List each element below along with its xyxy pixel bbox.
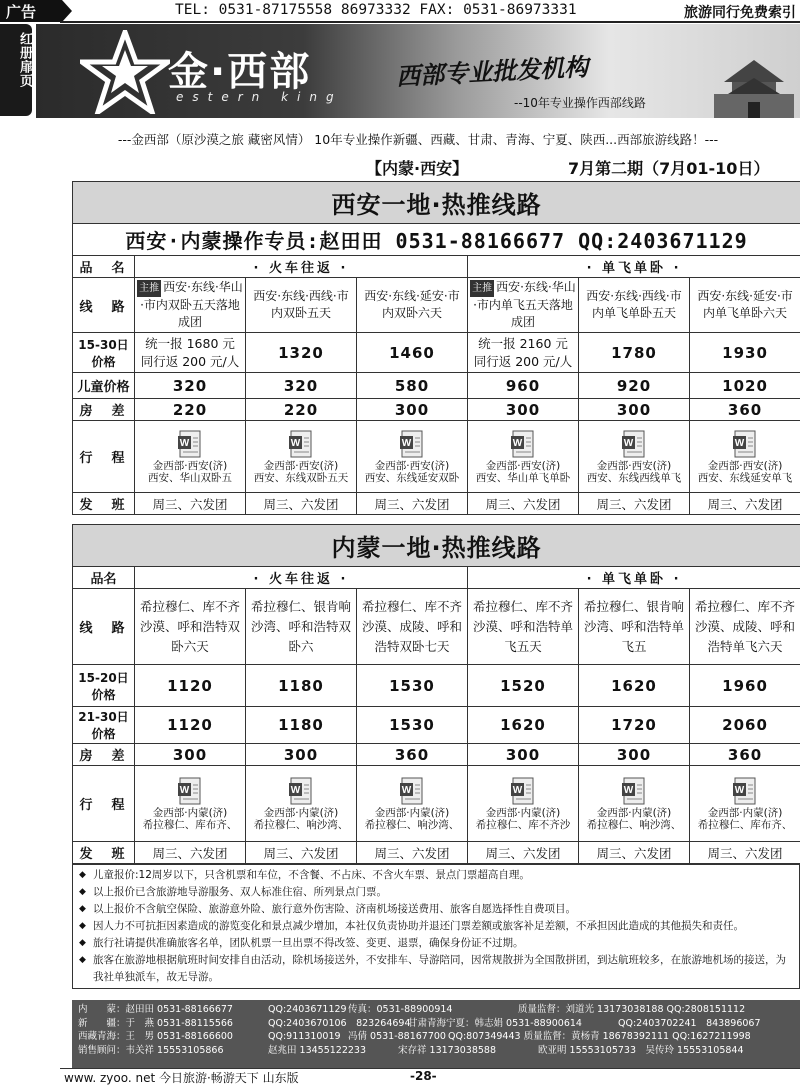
room-diff-cell: 360 <box>690 399 800 421</box>
svg-text:W: W <box>623 437 634 449</box>
contacts-footer <box>72 1000 800 1068</box>
label-price: 15-30日 价格 <box>73 333 135 373</box>
route-text: 西安·东线·华山·市内双卧五天落地成团 <box>140 280 243 329</box>
document-subtitle: 西安、华山单飞单卧 <box>475 471 571 484</box>
document-subtitle: 希拉穆仁、库布齐、 <box>142 818 238 831</box>
contact-cell: QQ:807349443 质量监督：黄杨青 18678392111 QQ:1627211998 <box>448 1031 751 1042</box>
price-cell: 1120 <box>135 665 246 707</box>
route-text: 西安·东线·西线·市内单飞单卧五天 <box>586 289 682 320</box>
word-document-icon[interactable] <box>288 430 314 458</box>
contact-cell: QQ:2403671129 <box>268 1004 347 1015</box>
document-title: 金西部·内蒙(济) <box>485 806 561 819</box>
notes-box <box>72 864 800 989</box>
route-text: 西安·东线·西线·市内双卧五天 <box>253 289 349 320</box>
label-price-21-30: 21-30日 价格 <box>73 707 135 744</box>
svg-text:W: W <box>734 437 745 449</box>
document-subtitle: 西安、东线双卧五天 <box>253 471 349 484</box>
document-title: 金西部·西安(济) <box>485 459 561 472</box>
document-subtitle: 西安、东线西线单飞 <box>586 471 682 484</box>
document-subtitle: 希拉穆仁、响沙湾、 <box>586 818 682 831</box>
word-document-icon[interactable] <box>621 777 647 805</box>
contact-cell: 冯倩 0531-88167700 <box>348 1031 446 1042</box>
room-diff-cell: 300 <box>357 399 468 421</box>
star-logo-icon <box>80 30 170 114</box>
price-cell: 统一报 1680 元 同行返 200 元/人 <box>135 333 246 373</box>
site-footer: www. zyoo. net 今日旅游·畅游天下 山东版 <box>64 1071 299 1085</box>
contact-cell: 欧亚明 15553105733 吴传玲 15553105844 <box>538 1044 744 1056</box>
banner-slogan-sub: --10年专业操作西部线路 <box>514 96 646 110</box>
label-depart: 发 班 <box>73 842 135 864</box>
index-label: 旅游同行免费索引 <box>684 5 796 21</box>
note-item: ◆ 以上报价已含旅游地导游服务、双人标准住宿、所列景点门票。 <box>79 884 793 901</box>
itinerary-cell[interactable] <box>690 766 800 842</box>
xian-section-title: 西安一地·热推线路 <box>73 182 800 224</box>
contact-row <box>78 1030 794 1044</box>
depart-cell: 周三、六发团 <box>468 493 579 515</box>
label-itinerary: 行 程 <box>73 421 135 493</box>
svg-text:W: W <box>401 784 412 796</box>
depart-cell: 周三、六发团 <box>246 842 357 864</box>
room-diff-cell: 360 <box>690 744 800 766</box>
ad-badge: 广告 <box>0 0 62 22</box>
mode-flight: · 单飞单卧 · <box>468 256 800 278</box>
room-diff-cell: 300 <box>579 399 690 421</box>
room-diff-cell: 300 <box>246 744 357 766</box>
document-title: 金西部·内蒙(济) <box>374 806 450 819</box>
route-cell: 希拉穆仁、库不齐沙漠、成陵、呼和浩特单飞六天 <box>690 589 800 665</box>
price-cell: 2060 <box>690 707 800 744</box>
document-subtitle: 希拉穆仁、响沙湾、 <box>364 818 460 831</box>
price-cell: 1720 <box>579 707 690 744</box>
document-title: 金西部·西安(济) <box>707 459 783 472</box>
neimeng-routes-table <box>72 524 800 864</box>
route-cell <box>246 278 357 333</box>
page-number: -28- <box>410 1069 437 1083</box>
tagline: ---金西部（原沙漠之旅 藏密风情） 10年专业操作新疆、西藏、甘肃、青海、宁夏、陕西...西部旅游线路！--- <box>117 132 719 147</box>
document-subtitle: 西安、华山双卧五 <box>148 471 232 484</box>
word-document-icon[interactable] <box>177 777 203 805</box>
itinerary-cell[interactable] <box>579 421 690 493</box>
banner-slogan: 西部专业批发机构 <box>395 51 589 92</box>
contact-line: TEL: 0531-87175558 86973332 FAX: 0531-86973331 <box>175 2 577 18</box>
room-diff-cell: 300 <box>468 399 579 421</box>
contact-row <box>78 1003 794 1017</box>
featured-badge: 主推 <box>470 280 494 297</box>
depart-cell: 周三、六发团 <box>135 493 246 515</box>
word-document-icon[interactable] <box>621 430 647 458</box>
document-subtitle: 希拉穆仁、库布齐、 <box>697 818 793 831</box>
contact-cell: 西藏青海：王 男 0531-88166600 <box>78 1031 233 1042</box>
room-diff-cell: 220 <box>246 399 357 421</box>
word-document-icon[interactable] <box>399 777 425 805</box>
contact-row <box>78 1017 794 1031</box>
side-tab: 红册扉页 <box>0 24 32 116</box>
child-price-cell: 580 <box>357 373 468 399</box>
depart-cell: 周三、六发团 <box>468 842 579 864</box>
child-price-cell: 1020 <box>690 373 800 399</box>
itinerary-cell[interactable] <box>579 766 690 842</box>
route-cell: 希拉穆仁、库不齐沙漠、呼和浩特单飞五天 <box>468 589 579 665</box>
svg-text:W: W <box>179 784 190 796</box>
route-cell: 希拉穆仁、库不齐沙漠、成陵、呼和浩特双卧七天 <box>357 589 468 665</box>
price-cell: 1180 <box>246 707 357 744</box>
depart-cell: 周三、六发团 <box>690 493 800 515</box>
itinerary-cell[interactable] <box>690 421 800 493</box>
label-route: 线 路 <box>73 278 135 333</box>
contact-cell: QQ:2403670106 823264694 <box>268 1017 411 1029</box>
svg-text:W: W <box>512 437 523 449</box>
document-title: 金西部·内蒙(济) <box>707 806 783 819</box>
price-cell: 1930 <box>690 333 800 373</box>
fortress-icon <box>714 54 794 118</box>
depart-cell: 周三、六发团 <box>579 493 690 515</box>
price-cell: 1530 <box>357 665 468 707</box>
word-document-icon[interactable] <box>732 777 758 805</box>
label-room-diff: 房 差 <box>73 399 135 421</box>
contact-cell: 宋存祥 13173038588 <box>398 1044 497 1056</box>
route-text: 西安·东线·延安·市内双卧六天 <box>364 289 460 320</box>
price-cell: 1960 <box>690 665 800 707</box>
price-cell: 1320 <box>246 333 357 373</box>
label-route: 线 路 <box>73 589 135 665</box>
route-cell: 希拉穆仁、银肯响沙湾、呼和浩特单飞五 <box>579 589 690 665</box>
itinerary-cell[interactable] <box>246 766 357 842</box>
xian-operator: 西安·内蒙操作专员:赵田田 0531-88166677 QQ:2403671129 <box>73 224 800 256</box>
contact-cell: 新 疆：于 燕 0531-88115566 <box>78 1017 233 1029</box>
contact-cell: 内 蒙：赵田田 0531-88166677 <box>78 1004 233 1015</box>
child-price-cell: 960 <box>468 373 579 399</box>
route-cell: 希拉穆仁、银肯响沙湾、呼和浩特双卧六 <box>246 589 357 665</box>
top-bar <box>0 0 800 22</box>
mode-flight: · 单飞单卧 · <box>468 567 800 589</box>
price-cell: 1520 <box>468 665 579 707</box>
depart-cell: 周三、六发团 <box>246 493 357 515</box>
contact-cell: 质量监督：刘道光 13173038188 QQ:2808151112 <box>518 1004 746 1015</box>
document-subtitle: 西安、东线延安单飞 <box>697 471 793 484</box>
depart-cell: 周三、六发团 <box>357 493 468 515</box>
room-diff-cell: 220 <box>135 399 246 421</box>
svg-text:W: W <box>512 784 523 796</box>
room-diff-cell: 360 <box>357 744 468 766</box>
itinerary-cell[interactable] <box>135 421 246 493</box>
document-title: 金西部·西安(济) <box>263 459 339 472</box>
logo-text: 金·西部 <box>168 49 312 95</box>
child-price-cell: 920 <box>579 373 690 399</box>
note-item: ◆ 旅客在旅游地根据航班时间安排自由活动，除机场接送外，不安排车、导游陪同，因常规散拼为全国散拼团，到达航班较多，在旅游地机场的接送，为我社单独派车，故无导游。 <box>79 952 793 986</box>
note-item: ◆ 儿童报价:12周岁以下，只含机票和车位，不含餐、不占床、不含火车票、景点门票超高自理。 <box>79 867 793 884</box>
price-cell: 统一报 2160 元 同行返 200 元/人 <box>468 333 579 373</box>
word-document-icon[interactable] <box>399 430 425 458</box>
word-document-icon[interactable] <box>288 777 314 805</box>
itinerary-cell[interactable] <box>135 766 246 842</box>
route-cell <box>468 278 579 333</box>
document-title: 金西部·内蒙(济) <box>152 806 228 819</box>
label-product: 品名 <box>73 567 135 589</box>
route-text: 西安·东线·延安·市内单飞单卧六天 <box>697 289 793 320</box>
contact-cell: 销售顾问：韦关祥 15553105866 <box>78 1044 224 1056</box>
page-bottom <box>0 1068 800 1086</box>
label-price-15-20: 15-20日 价格 <box>73 665 135 707</box>
price-cell: 1180 <box>246 665 357 707</box>
price-cell: 1120 <box>135 707 246 744</box>
depart-cell: 周三、六发团 <box>690 842 800 864</box>
document-subtitle: 希拉穆仁、库不齐沙 <box>475 818 571 831</box>
route-cell <box>579 278 690 333</box>
contact-cell: 传真：0531-88900914 <box>348 1004 453 1015</box>
itinerary-cell[interactable] <box>357 421 468 493</box>
room-diff-cell: 300 <box>135 744 246 766</box>
issue-label: 7月第二期（7月01-10日） <box>568 159 770 178</box>
xian-routes-table <box>72 181 800 515</box>
svg-text:W: W <box>290 437 301 449</box>
itinerary-cell[interactable] <box>468 766 579 842</box>
svg-text:W: W <box>734 784 745 796</box>
price-cell: 1620 <box>579 665 690 707</box>
depart-cell: 周三、六发团 <box>579 842 690 864</box>
note-item: ◆ 以上报价不含航空保险、旅游意外险、旅行意外伤害险、济南机场接送费用、旅客自愿选择性自费项目。 <box>79 901 793 918</box>
label-depart: 发 班 <box>73 493 135 515</box>
document-title: 金西部·内蒙(济) <box>263 806 339 819</box>
depart-cell: 周三、六发团 <box>135 842 246 864</box>
price-cell: 1460 <box>357 333 468 373</box>
price-cell: 1530 <box>357 707 468 744</box>
label-product: 品 名 <box>73 256 135 278</box>
contact-cell: QQ:911310019 <box>268 1031 341 1042</box>
svg-text:W: W <box>290 784 301 796</box>
mode-train: · 火车往返 · <box>135 567 468 589</box>
document-title: 金西部·西安(济) <box>596 459 672 472</box>
note-item: ◆ 因人力不可抗拒因素造成的游览变化和景点减少增加，本社仅负责协助并退还门票差额或旅客补足差额，不承担因此造成的其他损失和责任。 <box>79 918 793 935</box>
price-cell: 1620 <box>468 707 579 744</box>
banner <box>36 24 800 118</box>
document-subtitle: 西安、东线延安双卧 <box>364 471 460 484</box>
room-diff-cell: 300 <box>579 744 690 766</box>
word-document-icon[interactable] <box>510 777 536 805</box>
featured-badge: 主推 <box>137 280 161 297</box>
child-price-cell: 320 <box>135 373 246 399</box>
contact-row <box>78 1044 794 1058</box>
route-text: 西安·东线·华山·市内单飞五天落地成团 <box>473 280 576 329</box>
mode-train: · 火车往返 · <box>135 256 468 278</box>
svg-text:W: W <box>623 784 634 796</box>
svg-text:W: W <box>401 437 412 449</box>
room-diff-cell: 300 <box>468 744 579 766</box>
route-cell: 希拉穆仁、库不齐沙漠、呼和浩特双卧六天 <box>135 589 246 665</box>
contact-cell: QQ:2403702241 843896067 <box>618 1017 761 1029</box>
label-room-diff: 房 差 <box>73 744 135 766</box>
price-cell: 1780 <box>579 333 690 373</box>
document-title: 金西部·西安(济) <box>152 459 228 472</box>
svg-text:W: W <box>179 437 190 449</box>
route-cell <box>357 278 468 333</box>
label-child-price: 儿童价格 <box>73 373 135 399</box>
label-itinerary: 行 程 <box>73 766 135 842</box>
contact-cell: 赵兆田 13455122233 <box>268 1044 367 1056</box>
itinerary-cell[interactable] <box>246 421 357 493</box>
contact-cell: 甘肃青海宁夏：韩志娟 0531-88900614 <box>408 1017 582 1029</box>
word-document-icon[interactable] <box>510 430 536 458</box>
top-divider <box>60 21 800 23</box>
route-cell <box>690 278 800 333</box>
document-subtitle: 希拉穆仁、响沙湾、 <box>253 818 349 831</box>
itinerary-cell[interactable] <box>468 421 579 493</box>
document-title: 金西部·西安(济) <box>374 459 450 472</box>
logo-subtext: estern king <box>176 90 343 104</box>
region-title: 【内蒙·西安】 <box>366 159 469 178</box>
itinerary-cell[interactable] <box>357 766 468 842</box>
route-cell <box>135 278 246 333</box>
neimeng-section-title: 内蒙一地·热推线路 <box>73 525 800 567</box>
document-title: 金西部·内蒙(济) <box>596 806 672 819</box>
note-item: ◆ 旅行社请提供准确旅客名单，团队机票一旦出票不得改签、变更、退票，确保身份证不过期。 <box>79 935 793 952</box>
child-price-cell: 320 <box>246 373 357 399</box>
word-document-icon[interactable] <box>177 430 203 458</box>
depart-cell: 周三、六发团 <box>357 842 468 864</box>
word-document-icon[interactable] <box>732 430 758 458</box>
